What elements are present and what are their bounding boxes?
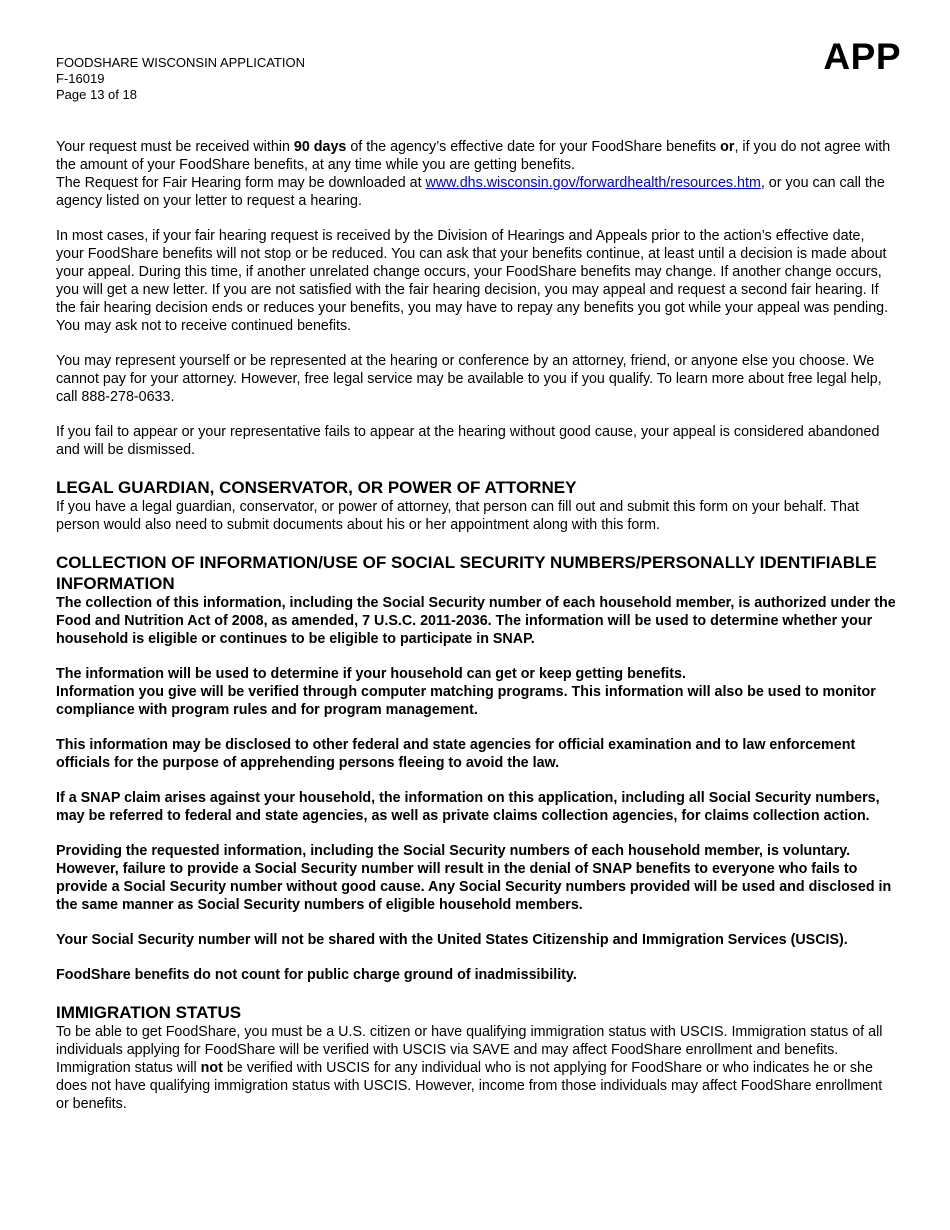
collection-public-charge-paragraph: FoodShare benefits do not count for public charge ground of inadmissibility. <box>56 967 577 983</box>
legal-guardian-text: If you have a legal guardian, conservator, or power of attorney, that person can fill out and submit this form on your behalf. That person would also need to submit documents about his or her appointment along with this form. <box>56 499 859 533</box>
immigration-status-text: To be able to get FoodShare, you must be a U.S. citizen or have qualifying immigration status with USCIS. Immigration status of all individuals applying for FoodShare will be verified with USCIS via SAVE and may affect FoodShare enrollment and benefits. Immigration status will not be verified with USCIS for any individual who is not applying for FoodShare or who indicates he or she does not have qualifying immigration status with USCIS. However, income from those individuals may affect FoodShare enrollment or benefits. <box>56 1024 883 1112</box>
app-badge: APP <box>823 36 901 77</box>
fair-hearing-form-paragraph: The Request for Fair Hearing form may be downloaded at www.dhs.wisconsin.gov/forwardhealth/resources.htm, or you can call the agency listed on your letter to request a hearing. <box>56 175 885 209</box>
form-number: F-16019 <box>56 71 105 86</box>
immigration-status-heading: IMMIGRATION STATUS <box>56 1003 242 1022</box>
collection-authority-paragraph: The collection of this information, including the Social Security number of each household member, is authorized under the Food and Nutrition Act of 2008, as amended, 7 U.S.C. 2011-2036. The information will be used to determine whether your household is eligible or continues to be eligible to participate in SNAP. <box>56 595 896 647</box>
collection-uscis-paragraph: Your Social Security number will not be shared with the United States Citizenship and Immigration Services (USCIS). <box>56 932 848 948</box>
legal-guardian-heading: LEGAL GUARDIAN, CONSERVATOR, OR POWER OF ATTORNEY <box>56 478 577 497</box>
resources-link[interactable]: www.dhs.wisconsin.gov/forwardhealth/resources.htm <box>425 175 761 191</box>
collection-heading: COLLECTION OF INFORMATION/USE OF SOCIAL SECURITY NUMBERS/PERSONALLY IDENTIFIABLE INFORMATION <box>56 553 877 593</box>
collection-use-line: The information will be used to determine if your household can get or keep getting benefits. <box>56 666 686 682</box>
representation-paragraph: You may represent yourself or be represented at the hearing or conference by an attorney, friend, or anyone else you choose. We cannot pay for your attorney. However, free legal service may be available to you if you qualify. To learn more about free legal help, call 888-278-0633. <box>56 353 882 405</box>
form-header <box>56 55 305 103</box>
form-title: FOODSHARE WISCONSIN APPLICATION <box>56 55 305 70</box>
collection-disclosure-paragraph: This information may be disclosed to other federal and state agencies for official examination and to law enforcement officials for the purpose of apprehending persons fleeing to avoid the law. <box>56 737 856 771</box>
collection-verification-paragraph: Information you give will be verified through computer matching programs. This information will also be used to monitor compliance with program rules and for program management. <box>56 684 876 718</box>
failure-to-appear-paragraph: If you fail to appear or your representative fails to appear at the hearing without good cause, your appeal is considered abandoned and will be dismissed. <box>56 424 880 458</box>
collection-claims-paragraph: If a SNAP claim arises against your household, the information on this application, including all Social Security numbers, may be referred to federal and state agencies, as well as private claims collection agencies, for claims collection action. <box>56 790 880 824</box>
page-number: Page 13 of 18 <box>56 87 137 102</box>
document-body <box>56 138 896 1113</box>
continued-benefits-paragraph: In most cases, if your fair hearing request is received by the Division of Hearings and Appeals prior to the action’s effective date, your FoodShare benefits will not stop or be reduced. You can ask that your benefits continue, at least until a decision is made about your appeal. During this time, if another unrelated change occurs, your FoodShare benefits may change. If another change occurs, you will get a new letter. If you are not satisfied with the fair hearing decision, you may appeal and request a second fair hearing. If the fair hearing decision ends or reduces your benefits, you may have to repay any benefits you got while your appeal was pending. You may ask not to receive continued benefits. <box>56 228 889 334</box>
deadline-paragraph: Your request must be received within 90 days of the agency’s effective date for your FoodShare benefits or, if you do not agree with the amount of your FoodShare benefits, at any time while you are getting benefits. <box>56 139 891 173</box>
collection-voluntary-paragraph: Providing the requested information, including the Social Security numbers of each household member, is voluntary. However, failure to provide a Social Security number will result in the denial of SNAP benefits to everyone who fails to provide a Social Security number without good cause. Any Social Security numbers provided will be used and disclosed in the same manner as Social Security numbers of eligible household members. <box>56 843 892 913</box>
